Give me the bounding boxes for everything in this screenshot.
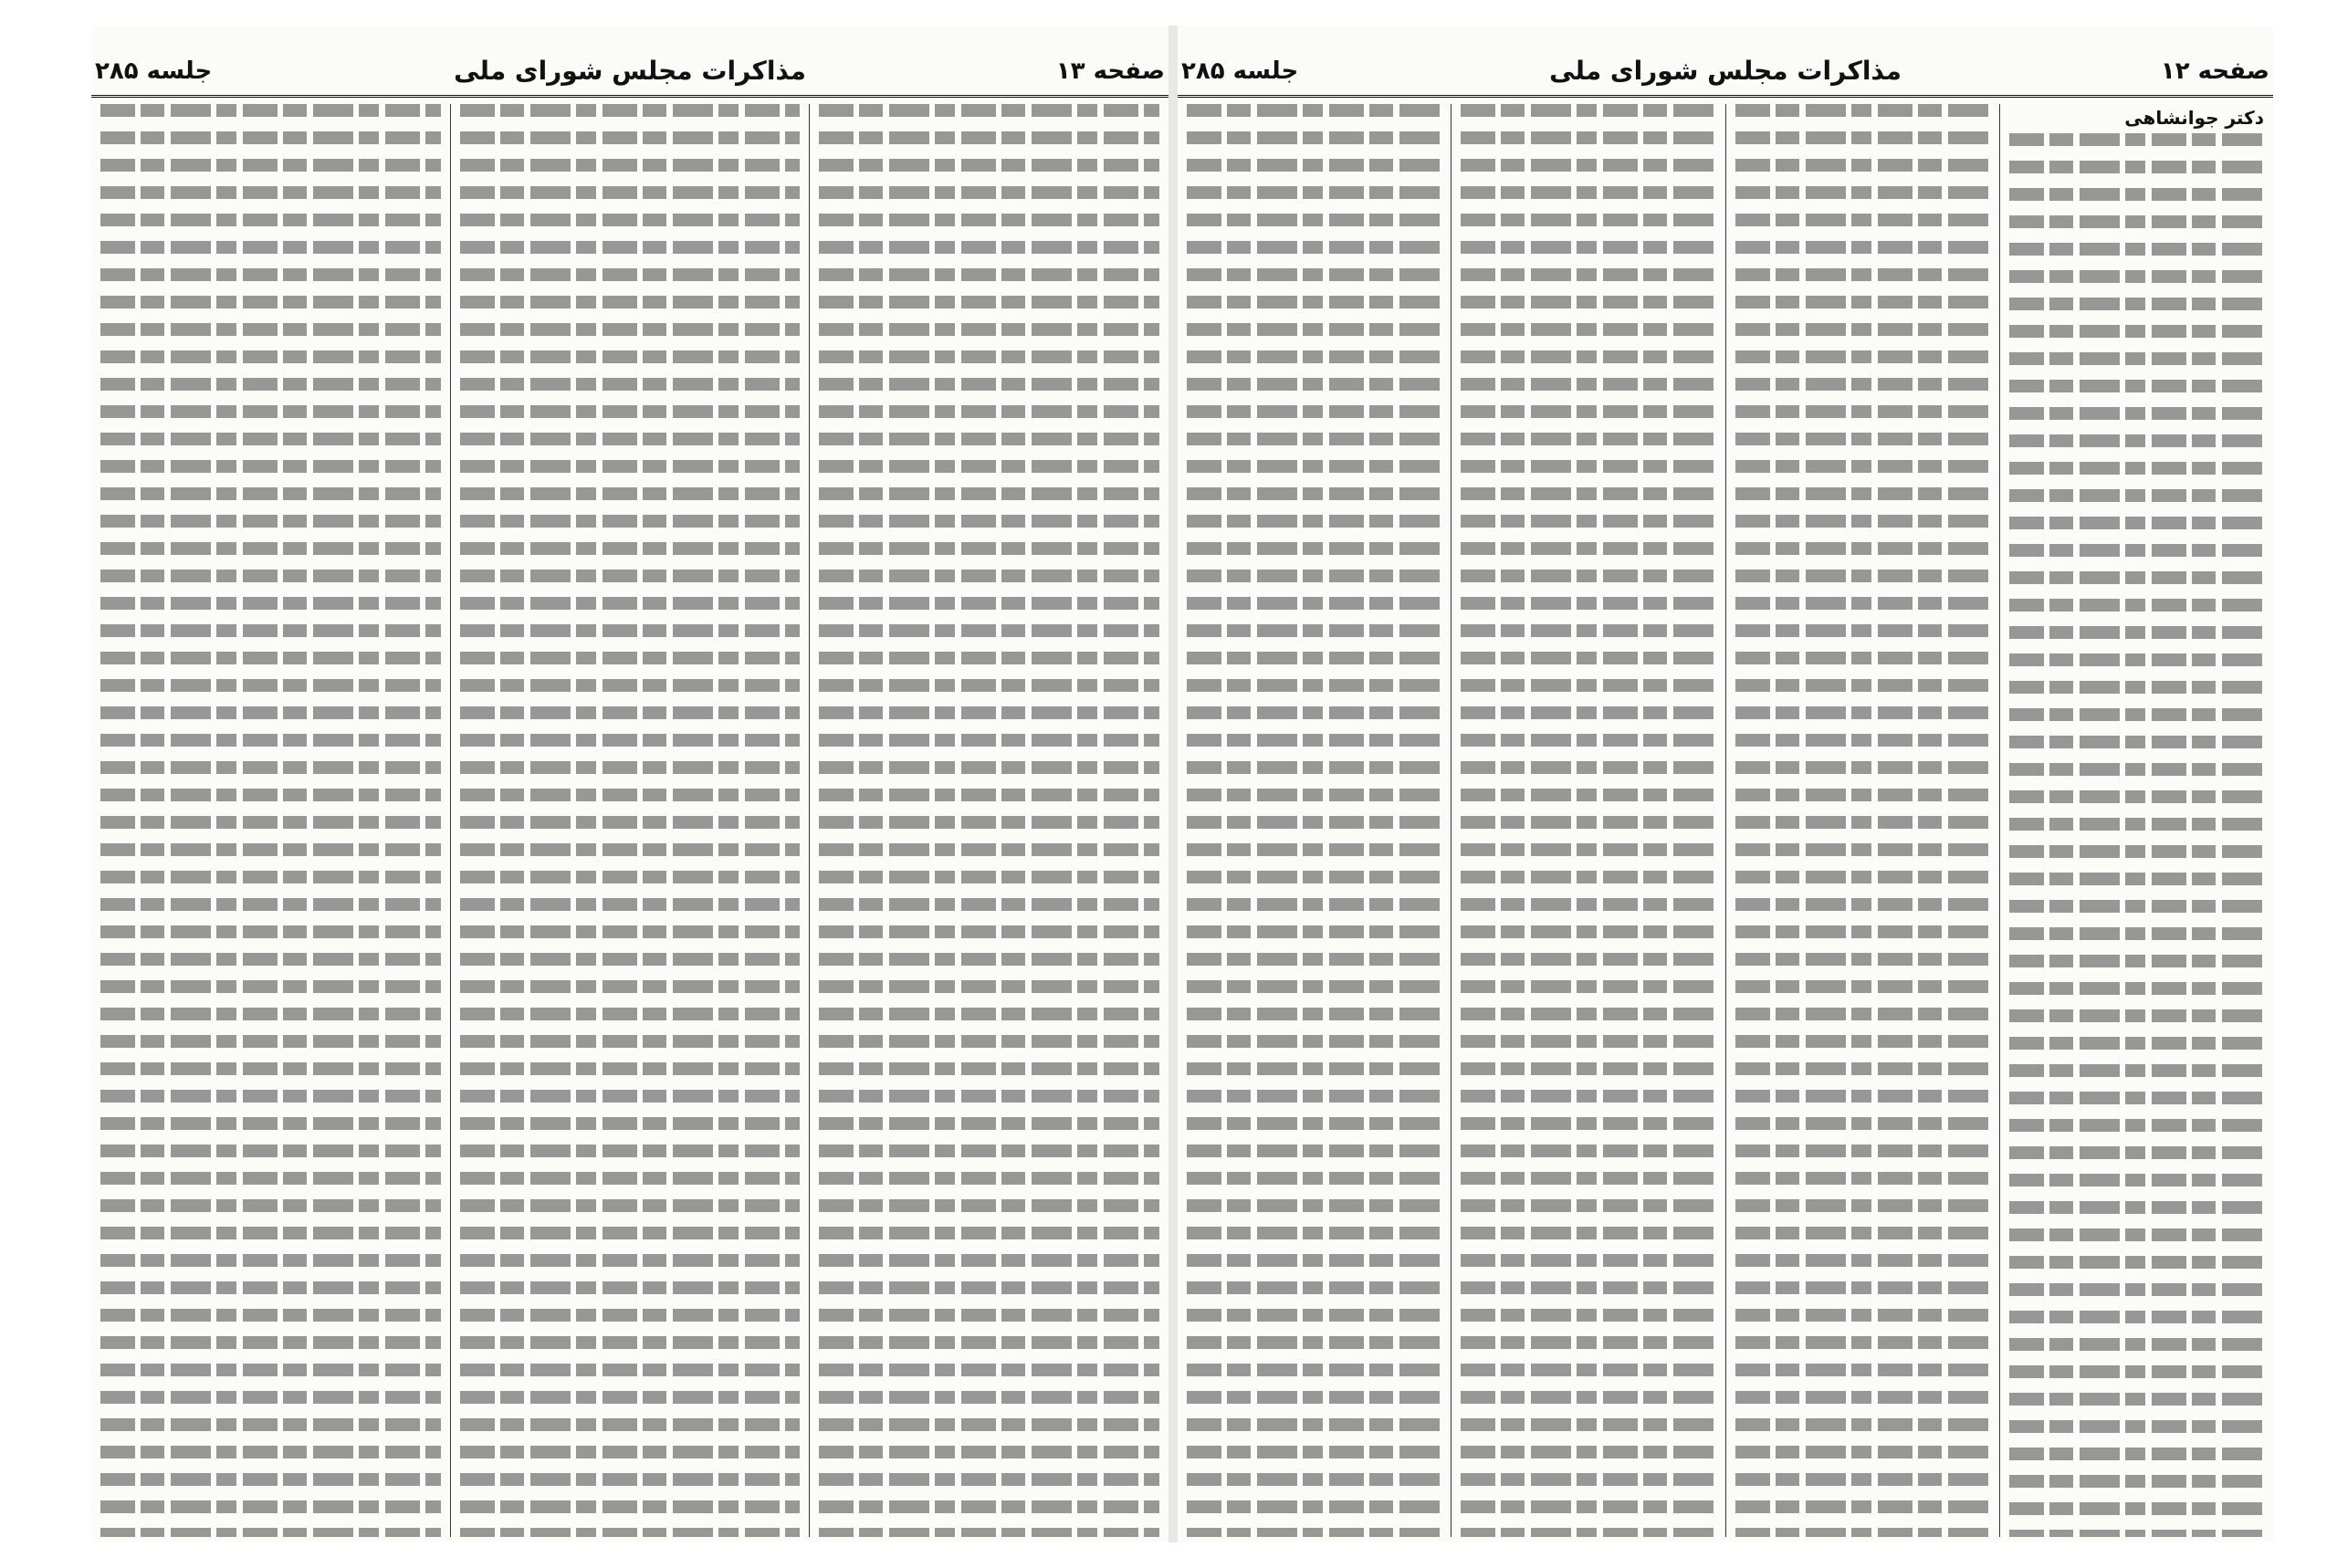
- text-column: [1178, 104, 1451, 1537]
- text-column: [450, 104, 810, 1537]
- text-columns: [1178, 104, 2273, 1537]
- session-label: جلسه ۲۸۵: [95, 57, 213, 85]
- session-label: جلسه ۲۸۵: [1181, 57, 1299, 85]
- text-column: [1451, 104, 1724, 1537]
- page-number: صفحه ۱۳: [1055, 57, 1165, 85]
- page-header: [1178, 53, 2273, 98]
- text-column: [91, 104, 450, 1537]
- text-column: [1999, 104, 2273, 1537]
- text-columns: [91, 104, 1168, 1537]
- page-number: صفحه ۱۲: [2160, 57, 2269, 85]
- page-12: [1178, 26, 2273, 1542]
- page-gutter: [1168, 26, 1178, 1542]
- speaker-name: دکتر جوانشاهی: [2124, 107, 2264, 129]
- page-title: مذاکرات مجلس شورای ملی: [1549, 56, 1902, 86]
- page-header: [91, 53, 1168, 98]
- text-column: [1725, 104, 1999, 1537]
- text-column: [809, 104, 1168, 1537]
- page-13: [91, 26, 1168, 1542]
- page-title: مذاکرات مجلس شورای ملی: [454, 56, 806, 86]
